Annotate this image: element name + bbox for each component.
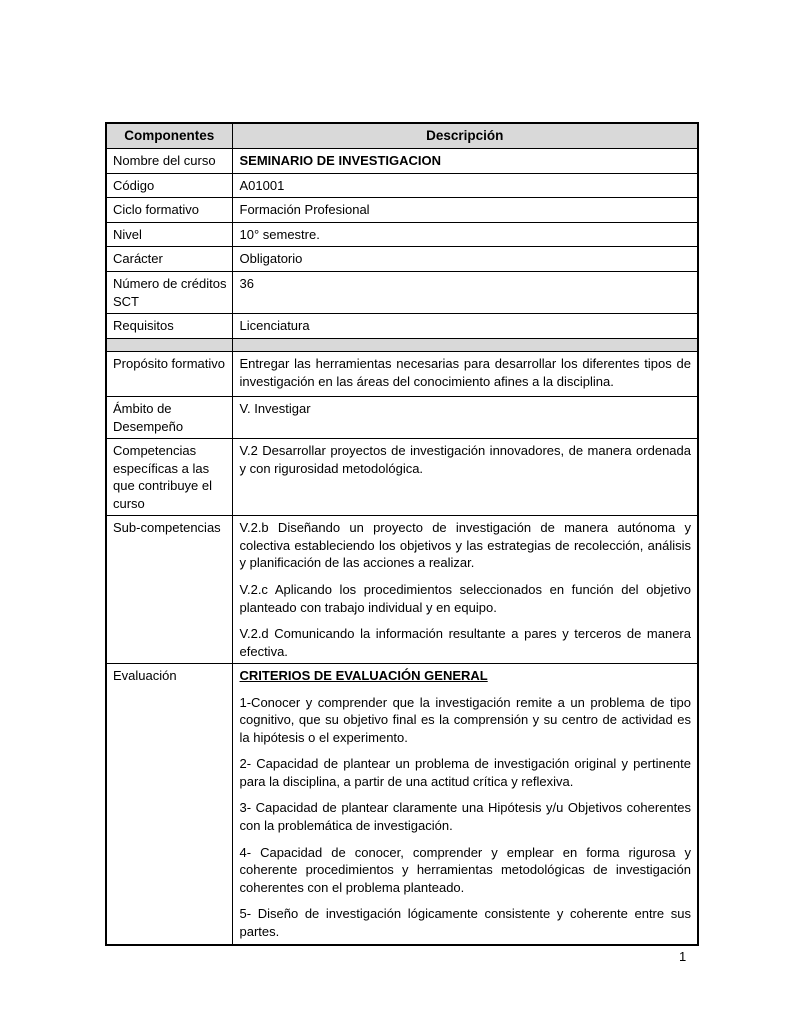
page-number: 1 [679, 949, 687, 964]
row-value-codigo: A01001 [232, 173, 698, 198]
row-evaluacion [106, 664, 698, 945]
row-value-proposito [232, 352, 698, 397]
row-value-competencias [232, 439, 698, 516]
table-spacer-row [106, 339, 698, 352]
row-value-requisitos: Licenciatura [232, 314, 698, 339]
spacer-cell-left [106, 339, 232, 352]
row-nivel [106, 222, 698, 247]
row-value-nombre: SEMINARIO DE INVESTIGACION [232, 149, 698, 174]
spacer-cell-right [232, 339, 698, 352]
row-caracter [106, 247, 698, 272]
row-label-nivel: Nivel [106, 222, 232, 247]
row-requisitos [106, 314, 698, 339]
row-label-subcompetencias: Sub-competencias [106, 516, 232, 664]
row-codigo [106, 173, 698, 198]
row-value-nivel: 10° semestre. [232, 222, 698, 247]
row-numero-creditos-sct [106, 271, 698, 313]
row-label-ambito: Ámbito de Desempeño [106, 397, 232, 439]
competencias-text: V.2 Desarrollar proyectos de investigación innovadores, de manera ordenada y con rigurosidad metodológica. [239, 443, 691, 476]
column-header-componentes: Componentes [106, 123, 232, 149]
row-label-codigo: Código [106, 173, 232, 198]
row-label-competencias: Competencias específicas a las que contribuye el curso [106, 439, 232, 516]
row-value-ciclo: Formación Profesional [232, 198, 698, 223]
proposito-text: Entregar las herramientas necesarias para desarrollar los diferentes tipos de investigación en las áreas del conocimiento afines a la disciplina. [239, 356, 691, 389]
row-label-ciclo: Ciclo formativo [106, 198, 232, 223]
row-label-proposito: Propósito formativo [106, 352, 232, 397]
row-value-caracter: Obligatorio [232, 247, 698, 272]
criteria-item-2: 2- Capacidad de plantear un problema de investigación original y pertinente para la disciplina, a partir de una actitud crítica y reflexiva. [239, 756, 691, 789]
criteria-item-4: 4- Capacidad de conocer, comprender y emplear en forma rigurosa y coherente procedimientos y herramientas metodológicas de investigación coherentes con el problema planteado. [239, 844, 691, 895]
subcompetencia-v2c: V.2.c Aplicando los procedimientos seleccionados en función del objetivo planteado con trabajo individual y en equipo. [239, 581, 691, 615]
table-header-row [106, 123, 698, 149]
criteria-item-3: 3- Capacidad de plantear claramente una Hipótesis y/u Objetivos coherentes con la problemática de investigación. [239, 800, 691, 833]
row-competencias-especificas [106, 439, 698, 516]
course-info-table [105, 122, 699, 946]
row-value-ambito: V. Investigar [232, 397, 698, 439]
criteria-item-5: 5- Diseño de investigación lógicamente consistente y coherente entre sus partes. [239, 906, 691, 939]
row-label-nombre: Nombre del curso [106, 149, 232, 174]
subcompetencia-v2d: V.2.d Comunicando la información resultante a pares y terceros de manera efectiva. [239, 626, 691, 659]
row-sub-competencias [106, 516, 698, 664]
row-proposito-formativo [106, 352, 698, 397]
column-header-descripcion: Descripción [232, 123, 698, 149]
row-nombre-del-curso [106, 149, 698, 174]
row-label-evaluacion: Evaluación [106, 664, 232, 945]
row-value-evaluacion [232, 664, 698, 945]
row-ciclo-formativo [106, 198, 698, 223]
row-value-subcompetencias [232, 516, 698, 664]
subcompetencia-v2b: V.2.b Diseñando un proyecto de investigación de manera autónoma y colectiva estableciendo los objetivos y las estrategias de recolección, análisis y planificación de las acciones a realizar. [239, 520, 691, 571]
row-label-caracter: Carácter [106, 247, 232, 272]
criteria-item-1: 1-Conocer y comprender que la investigación remite a un problema de tipo cognitivo, que su objetivo final es la comprensión y su centro de actividad es la hipótesis o el experimento. [239, 694, 691, 745]
row-ambito-desempeno [106, 397, 698, 439]
row-value-creditos: 36 [232, 271, 698, 313]
row-label-requisitos: Requisitos [106, 314, 232, 339]
row-label-creditos: Número de créditos SCT [106, 271, 232, 313]
criteria-heading: CRITERIOS DE EVALUACIÓN GENERAL [239, 668, 488, 684]
